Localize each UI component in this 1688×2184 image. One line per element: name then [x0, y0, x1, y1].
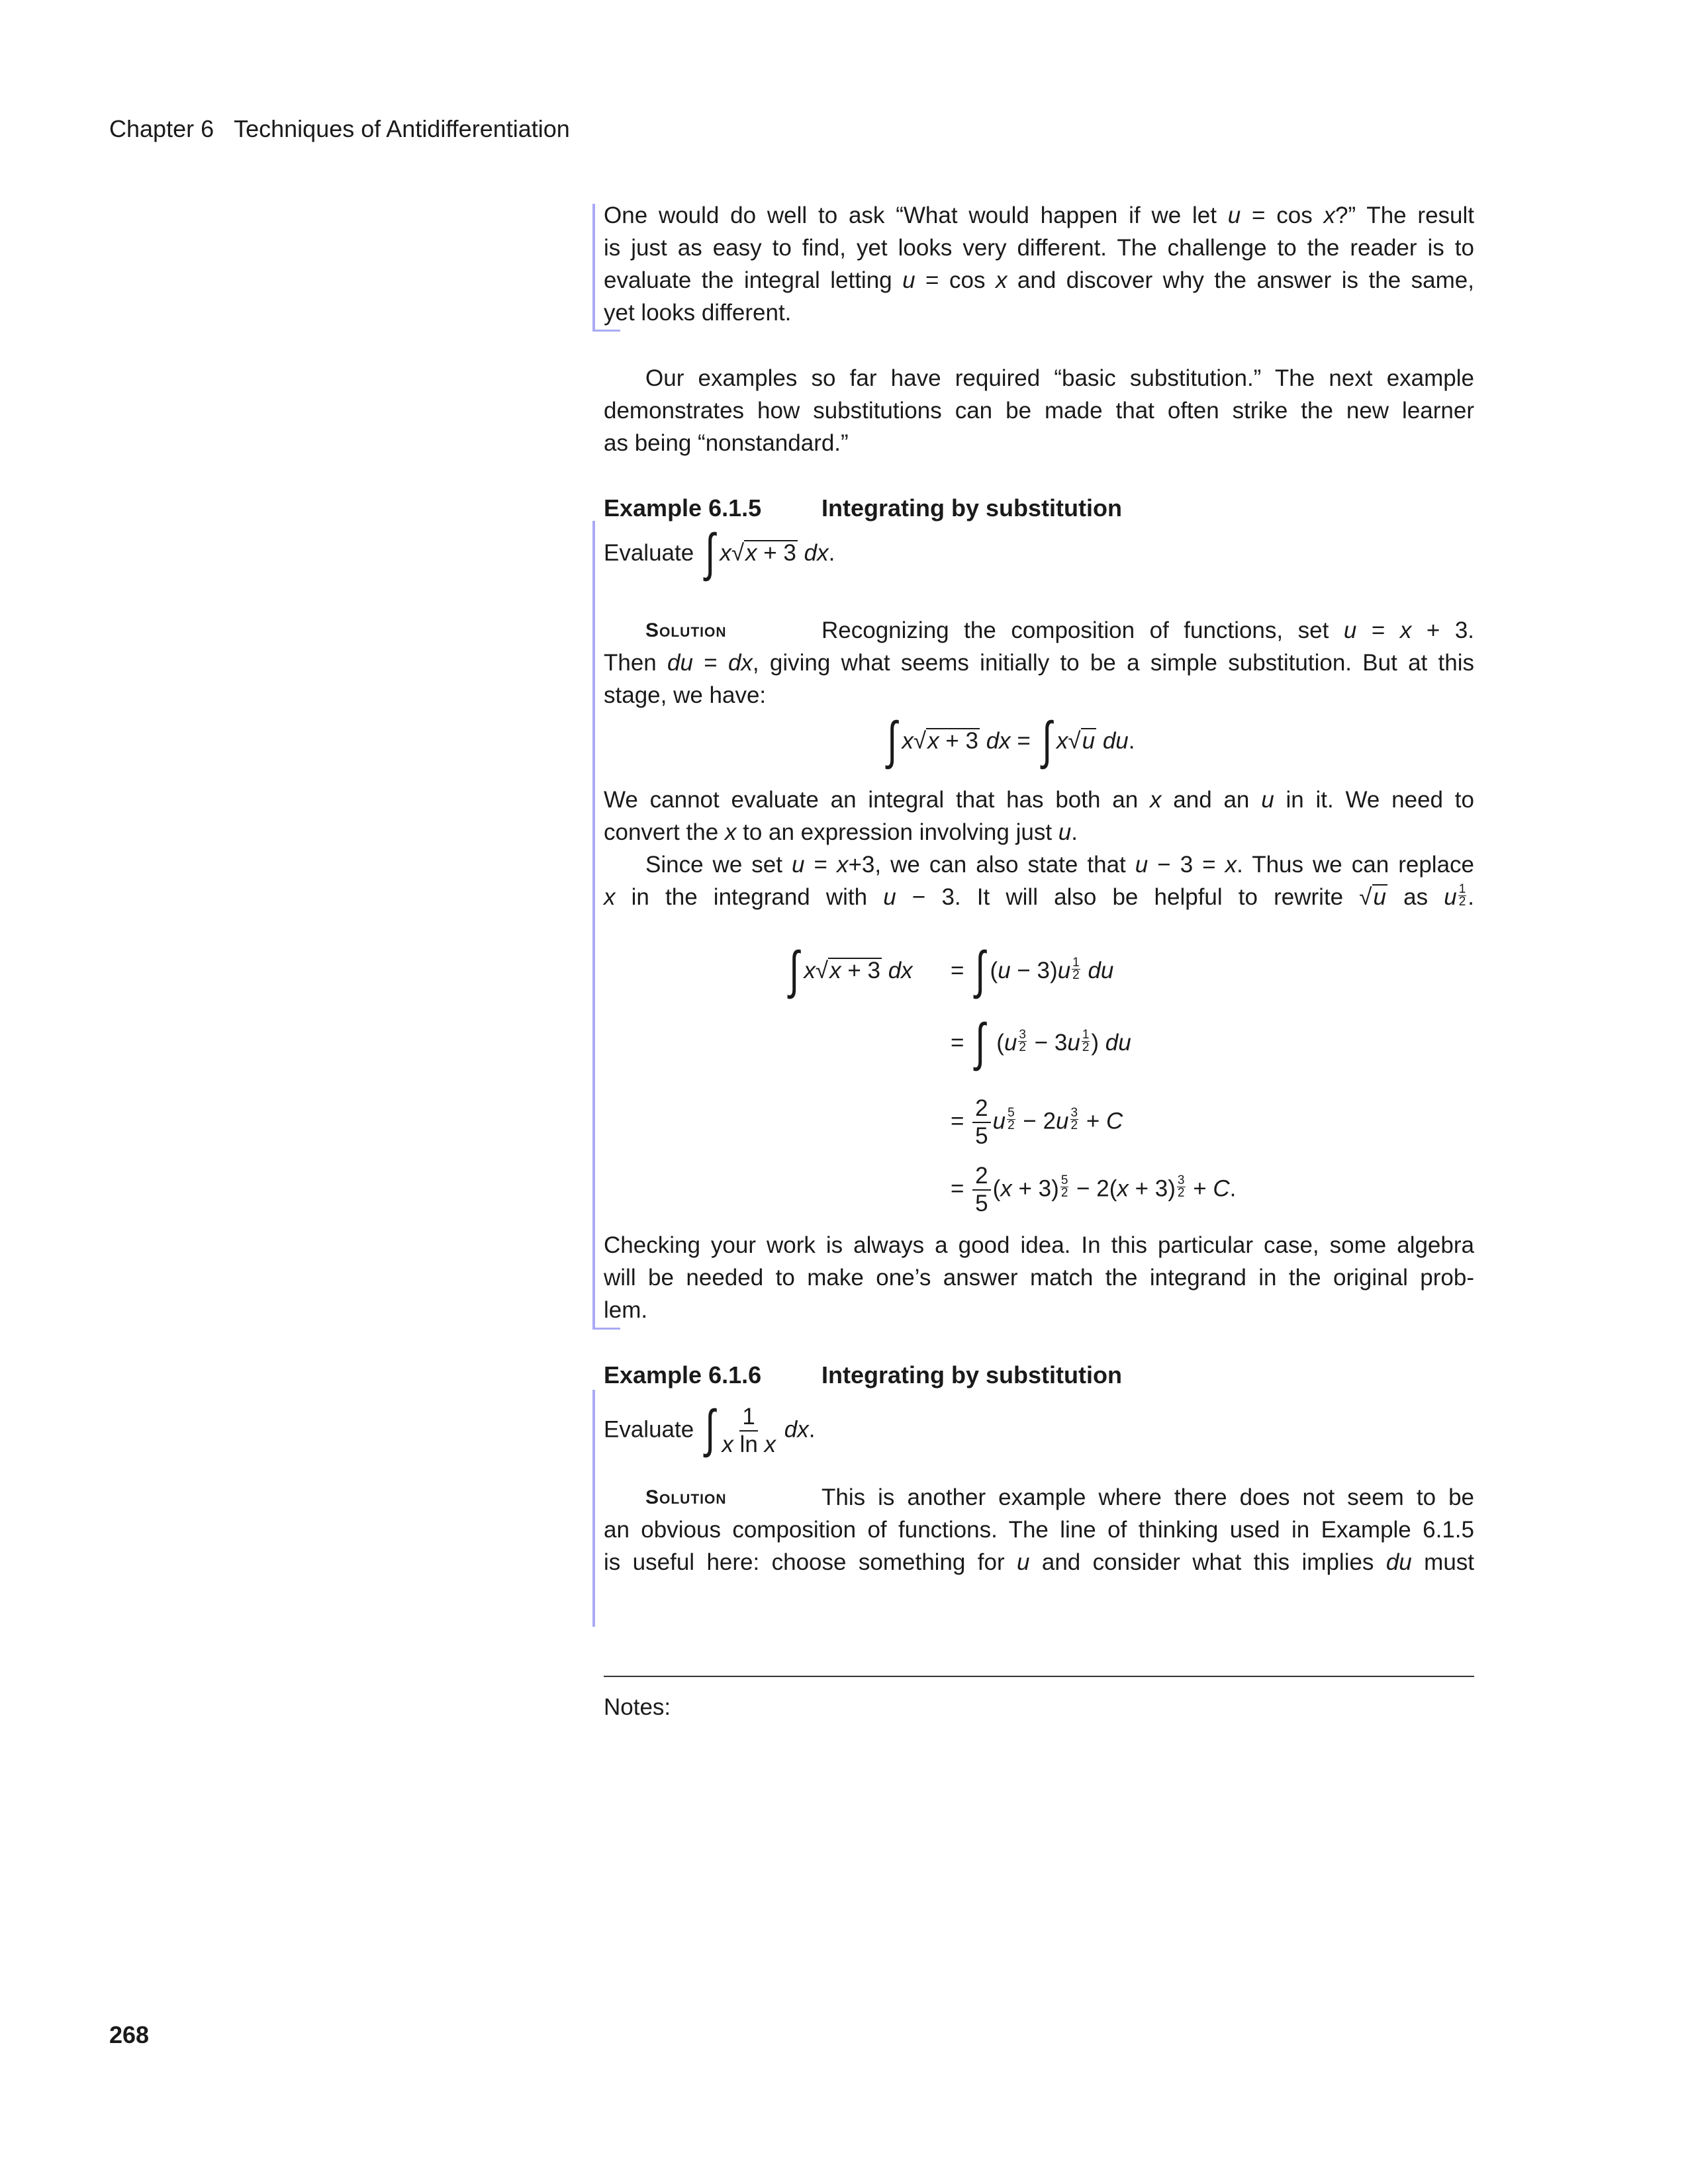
math-variable: u [1004, 1030, 1017, 1056]
align-row [951, 1013, 1131, 1071]
math-variable: u [902, 267, 915, 293]
radical-sign: √ [1359, 884, 1372, 910]
text-run: − 3) [1010, 958, 1058, 983]
text-run: lem. [604, 1297, 648, 1323]
math-variable: du [667, 650, 693, 676]
square-root [1359, 881, 1387, 913]
math-variable: u [1082, 728, 1096, 754]
radical-sign: √ [731, 540, 745, 566]
fraction-exponent [1060, 1175, 1069, 1199]
text-run: = [951, 958, 971, 983]
radicand [828, 958, 882, 983]
math-variable: du [1102, 728, 1129, 754]
align-row [951, 1163, 1236, 1217]
math-variable: x [1225, 852, 1237, 878]
math-variable: x [836, 852, 849, 878]
math-variable: du [1105, 1030, 1131, 1056]
denominator: 2 [1458, 895, 1466, 909]
square-root [1068, 725, 1096, 757]
text-run: 5 [975, 1123, 988, 1149]
text-run [778, 1416, 784, 1442]
text-run: + 3 [939, 728, 978, 754]
text-run: + 3) [1128, 1175, 1176, 1202]
example-title: Integrating by substitution [821, 494, 1122, 522]
text-run [980, 728, 986, 754]
text-run: is just as easy to find, yet looks very different. The challenge to the reader is to [604, 235, 1474, 261]
text-run: = [804, 852, 837, 878]
text-run: to an expression involving just [736, 819, 1058, 845]
text-run: Evaluate [604, 1416, 700, 1443]
text-run: = cos [915, 267, 996, 293]
text-run: demonstrates how substitutions can be made that often strike the new learner [604, 398, 1474, 424]
denominator: 2 [1008, 1118, 1015, 1133]
fraction [722, 1404, 776, 1458]
denominator: 2 [1060, 1186, 1068, 1201]
text-run [1082, 958, 1088, 983]
text-run: + 3. [1411, 617, 1475, 643]
text-run: = cos [1241, 203, 1324, 228]
fraction-exponent [1018, 1029, 1027, 1054]
example-prompt [604, 1399, 1474, 1458]
margin-bar [592, 521, 595, 1329]
radicand [1372, 884, 1387, 909]
numerator: 1 [1082, 1028, 1090, 1042]
math-variable: x [745, 540, 757, 566]
math-variable: u [1261, 787, 1274, 813]
text-run: This is another example where there does not seem to be [821, 1484, 1474, 1510]
text-run: + [1080, 1108, 1106, 1134]
math-variable: dx [784, 1416, 809, 1443]
text-run: evaluate the integral letting [604, 267, 903, 293]
text-run: will be needed to make one’s answer match the integrand in the original prob- [604, 1265, 1474, 1291]
math-variable: x [604, 884, 616, 910]
text-line [604, 816, 1474, 848]
text-run: ) [1091, 1030, 1105, 1056]
solution-label: Solution [645, 1486, 727, 1508]
margin-bar-tick [592, 1328, 620, 1330]
text-run: in the integrand with [615, 884, 884, 910]
chapter-number: Chapter 6 [109, 115, 214, 142]
fraction [972, 1163, 990, 1217]
math-variable: C [1105, 1108, 1123, 1134]
text-line [604, 232, 1474, 264]
text-line [604, 1514, 1474, 1546]
text-run: must [1411, 1549, 1475, 1575]
math-variable: u [1056, 1108, 1069, 1134]
text-run: + 3) [1011, 1175, 1059, 1202]
fraction-exponent [1458, 884, 1467, 908]
text-line [604, 647, 1474, 679]
numerator [972, 1163, 990, 1191]
radicand [926, 728, 980, 753]
integral-sign: ∫ [705, 1399, 716, 1458]
text-run: One would do well to ask “What would happen if we let [604, 203, 1228, 228]
math-variable: u [1135, 852, 1149, 878]
text-run: = [692, 650, 728, 676]
text-run: ( [990, 958, 998, 983]
math-variable: dx [986, 728, 1011, 754]
numerator: 3 [1019, 1028, 1026, 1042]
text-run: ( [990, 1030, 1004, 1056]
math-variable: u [1444, 884, 1457, 910]
fraction [972, 1095, 990, 1150]
text-run: and consider what this implies [1029, 1549, 1386, 1575]
square-root [731, 537, 798, 569]
square-root [914, 725, 980, 757]
text-run: 2 [975, 1163, 988, 1189]
text-run: − 2( [1070, 1175, 1117, 1202]
denominator [722, 1432, 776, 1458]
text-run: Evaluate [604, 540, 700, 566]
text-line [604, 199, 1474, 232]
text-run: Recognizing the composition of functions, set [821, 617, 1344, 643]
text-run: . [1229, 1175, 1237, 1202]
text-run: = [1356, 617, 1400, 643]
math-variable: u [883, 884, 896, 910]
math-variable: x [722, 1432, 733, 1457]
integral-sign: ∫ [975, 940, 986, 999]
math-variable: x [902, 728, 914, 754]
text-run: = [951, 1108, 971, 1134]
text-run: + [1186, 1175, 1213, 1202]
radical-sign: √ [815, 958, 829, 983]
text-line [645, 362, 1474, 394]
text-run: − 3. It will also be helpful to rewrite [896, 884, 1360, 910]
math-variable: x [995, 267, 1008, 293]
display-equation [882, 711, 1135, 769]
text-run: convert the [604, 819, 725, 845]
text-run: . [1128, 728, 1135, 754]
math-variable: dx [804, 540, 829, 566]
math-variable: u [992, 1108, 1006, 1134]
text-run: + 3 [757, 540, 796, 566]
align-row [951, 1095, 1123, 1150]
align-lhs [784, 940, 913, 999]
running-header [109, 113, 570, 145]
text-run: − 3 = [1148, 852, 1225, 878]
margin-bar [592, 204, 595, 331]
math-variable: x [764, 1432, 776, 1457]
numerator: 3 [1177, 1173, 1185, 1188]
text-run: = [951, 1175, 971, 1202]
fraction-exponent [1082, 1029, 1090, 1054]
math-variable: x [1056, 728, 1068, 754]
math-variable: u [1343, 617, 1357, 643]
text-line [821, 1481, 1474, 1514]
text-run: Since we set [645, 852, 792, 878]
numerator: 5 [1060, 1173, 1068, 1188]
square-root [816, 954, 882, 987]
text-run: . [808, 1416, 816, 1443]
math-variable: x [1117, 1175, 1129, 1202]
text-run: stage, we have: [604, 682, 767, 708]
example-prompt [604, 523, 1474, 581]
numerator [739, 1404, 757, 1432]
text-run: . [828, 540, 835, 566]
numerator: 3 [1070, 1106, 1078, 1120]
text-run: Checking your work is always a good idea. In this particular case, some algebra [604, 1232, 1474, 1258]
text-run: = [951, 1030, 971, 1056]
radical-sign: √ [913, 728, 927, 754]
text-run: and an [1161, 787, 1262, 813]
numerator: 1 [1072, 956, 1080, 970]
math-variable: x [829, 958, 841, 983]
text-line [604, 784, 1474, 816]
text-line [604, 1294, 1474, 1326]
math-variable: x [927, 728, 939, 754]
example-title: Integrating by substitution [821, 1361, 1122, 1388]
text-run: yet looks different. [604, 300, 792, 326]
align-row [951, 940, 1114, 999]
math-variable: u [792, 852, 805, 878]
math-variable: x [724, 819, 737, 845]
text-run: . Thus we can replace [1237, 852, 1475, 878]
text-run [1096, 728, 1103, 754]
text-run: , giving what seems initially to be a simple substitution. But at this [752, 650, 1474, 676]
math-variable: du [1088, 958, 1114, 983]
integral-sign: ∫ [887, 711, 898, 769]
text-run: in it. We need to [1274, 787, 1474, 813]
text-run: ln [733, 1432, 765, 1457]
text-line [821, 614, 1474, 647]
chapter-title: Techniques of Antidifferentiation [234, 115, 570, 142]
denominator: 2 [1072, 968, 1080, 982]
page-number: 268 [109, 2021, 150, 2048]
example-label: Example 6.1.5 [604, 494, 762, 522]
denominator [975, 1123, 988, 1150]
text-line [604, 264, 1474, 296]
integral-sign: ∫ [789, 940, 800, 999]
text-run: − 2 [1016, 1108, 1056, 1134]
denominator: 2 [1070, 1118, 1078, 1133]
math-variable: du [1385, 1549, 1412, 1575]
text-run: 2 [975, 1095, 988, 1121]
fraction-exponent [1072, 957, 1080, 981]
text-line [604, 679, 1474, 711]
text-line [645, 848, 1474, 881]
denominator: 2 [1082, 1040, 1090, 1054]
math-variable: u [1373, 884, 1386, 910]
radicand [1081, 728, 1096, 753]
margin-bar-tick [592, 330, 620, 332]
text-run [882, 958, 888, 983]
denominator: 2 [1177, 1186, 1185, 1201]
text-run: − 3 [1027, 1030, 1068, 1056]
text-run: We cannot evaluate an integral that has both an [604, 787, 1150, 813]
numerator: 5 [1008, 1106, 1015, 1120]
text-run: as being “nonstandard.” [604, 430, 849, 456]
text-line [604, 1229, 1474, 1261]
example-label: Example 6.1.6 [604, 1361, 762, 1388]
text-run: ?” The result [1335, 203, 1474, 228]
text-run: as [1387, 884, 1444, 910]
fraction-exponent [1177, 1175, 1186, 1199]
text-run: 5 [975, 1191, 988, 1216]
text-run: Our examples so far have required “basic substitution.” The next example [645, 365, 1474, 391]
math-variable: C [1213, 1175, 1230, 1202]
text-run: Then [604, 650, 668, 676]
text-run: + 3 [841, 958, 880, 983]
text-line [604, 427, 1474, 459]
math-variable: dx [727, 650, 753, 676]
math-variable: u [1067, 1030, 1080, 1056]
text-run: ( [992, 1175, 1001, 1202]
radical-sign: √ [1068, 728, 1081, 754]
text-run: +3, we can also state that [848, 852, 1135, 878]
margin-bar [592, 1390, 595, 1627]
text-run: . [1468, 884, 1474, 910]
math-variable: x [1000, 1175, 1012, 1202]
text-run: . [1071, 819, 1078, 845]
numerator: 1 [1458, 882, 1466, 896]
text-run: and discover why the answer is the same, [1007, 267, 1474, 293]
math-variable: u [998, 958, 1011, 983]
integral-sign: ∫ [975, 1013, 986, 1071]
text-run: 1 [742, 1404, 755, 1430]
math-variable: dx [888, 958, 913, 983]
denominator [975, 1191, 988, 1217]
math-variable: x [1149, 787, 1162, 813]
text-run: an obvious composition of functions. The line of thinking used in Example 6.1.5 [604, 1517, 1474, 1543]
text-line [604, 1546, 1474, 1578]
math-variable: u [1057, 958, 1071, 983]
math-variable: x [1323, 203, 1336, 228]
text-line [604, 881, 1474, 913]
notes-divider [604, 1676, 1474, 1677]
integral-sign: ∫ [705, 523, 716, 581]
text-line [604, 394, 1474, 427]
text-line [604, 296, 1474, 329]
math-variable: x [1399, 617, 1412, 643]
fraction-exponent [1007, 1107, 1015, 1132]
denominator: 2 [1019, 1040, 1026, 1054]
math-variable: x [804, 958, 816, 983]
text-run [798, 540, 804, 566]
fraction-exponent [1070, 1107, 1079, 1132]
math-variable: u [1017, 1549, 1030, 1575]
math-variable: u [1227, 203, 1241, 228]
radicand [744, 540, 798, 565]
solution-label: Solution [645, 619, 727, 641]
text-line [604, 1261, 1474, 1294]
numerator [972, 1095, 990, 1123]
integral-sign: ∫ [1041, 711, 1052, 769]
text-run: = [1010, 728, 1037, 754]
text-run: is useful here: choose something for [604, 1549, 1017, 1575]
notes-label: Notes: [604, 1694, 671, 1720]
math-variable: u [1058, 819, 1072, 845]
math-variable: x [720, 540, 731, 566]
